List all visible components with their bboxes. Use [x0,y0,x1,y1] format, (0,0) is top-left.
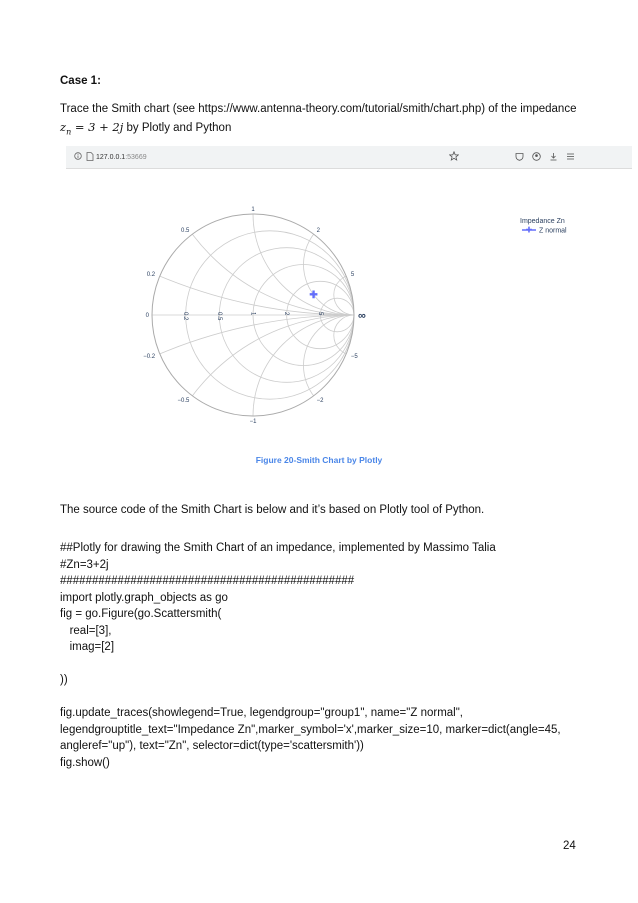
intro-line: Trace the Smith chart (see https://www.antenna-theory.com/tutorial/smith/chart.php) of the impedance [60,103,577,115]
code-line: #Zn=3+2j [60,558,109,571]
reactance-arc [253,315,455,517]
figure-caption: Figure 20-Smith Chart by Plotly [255,455,383,465]
axis-tick-label: ∞ [358,310,366,322]
smith-data-points [309,290,318,301]
impedance-formula: $z_n = 3 + 2j$ [60,120,124,137]
url-port: :53669 [125,153,147,161]
source-intro: The source code of the Smith Chart is below and it’s based on Plotly tool of Python. [60,504,485,516]
axis-tick-label: −5 [350,353,358,360]
legend-series-name: Z normal [539,227,567,235]
axis-tick-label: −1 [249,419,257,425]
axis-tick-label: 5 [316,312,323,316]
code-line [60,689,561,706]
code-line: imag=[2] [60,641,115,653]
axis-tick-label: 2 [283,312,290,316]
code-line: ##Plotly for drawing the Smith Chart of an impedance, implemented by Massimo Talia [60,542,496,554]
reactance-arc [253,113,455,315]
axis-tick-label: 1 [251,207,255,213]
reactance-arc [0,0,638,315]
axis-tick-label: −2 [316,397,324,404]
code-line: ############################################## [60,575,355,587]
code-line [60,656,561,673]
reactance-arc [152,0,556,315]
code-line: fig.show() [60,756,110,769]
axis-tick-label: 0.2 [182,312,189,321]
intro-suffix: by Plotly and Python [123,122,232,134]
axis-tick-label: 1 [249,312,256,316]
url-host: 127.0.0.1 [96,153,126,161]
legend-marker: ✚ [525,225,533,235]
page-number: 24 [563,840,576,852]
code-line: import plotly.graph_objects as go [60,591,228,604]
code-block [60,540,561,771]
axis-tick-label: −0.2 [143,353,156,360]
code-line: angleref="up"), text="Zn", selector=dict(type='scattersmith')) [60,740,364,752]
code-line: real=[3], [60,624,112,637]
axis-tick-label: 5 [350,272,355,279]
code-line: legendgrouptitle_text="Impedance Zn",marker_symbol='x',marker_size=10, marker=dict(angle=45, [60,723,561,736]
axis-tick-label: −0.5 [177,397,190,404]
axis-tick-label: 0.2 [146,272,156,279]
code-line: fig = go.Figure(go.Scattersmith( [60,608,222,620]
code-line: fig.update_traces(showlegend=True, legendgroup="group1", name="Z normal", [60,707,463,719]
case-heading: Case 1: [60,75,101,87]
chart-legend [520,218,567,235]
axis-tick-label: 0 [145,313,149,319]
axis-tick-label: 2 [316,228,320,235]
axis-tick-label: 0.5 [215,312,222,321]
axis-tick-label: 0.5 [181,228,190,235]
legend-title: Impedance Zn [520,218,565,225]
data-point-marker: ✚ [309,289,318,301]
code-line: )) [60,674,68,686]
